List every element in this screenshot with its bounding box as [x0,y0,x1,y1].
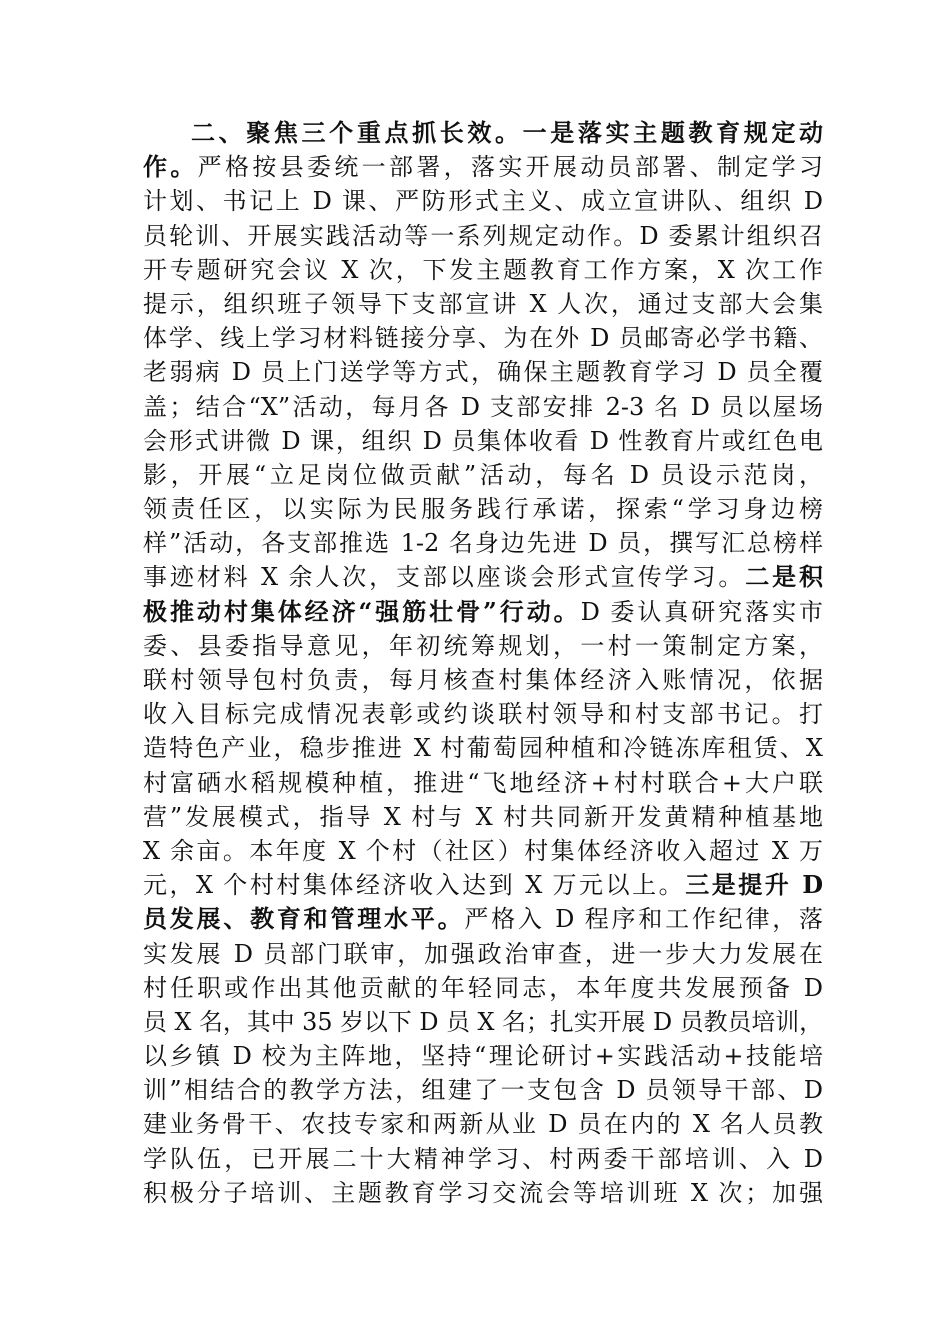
text-line [143,390,823,424]
text-line [143,1176,823,1210]
body-text: 建业务骨干、农技专家和两新从业 D 员在内的 X 名人员教 [143,1110,823,1139]
body-text: 实发展 D 员部门联审，加强政治审查，进一步大力发展在 [143,939,823,968]
body-text: 联村领导包村负责，每月核查村集体经济入账情况，依据 [143,666,823,694]
text-line [143,116,823,150]
text-line [143,184,823,218]
bold-heading-text: 员发展、教育和管理水平。 [143,904,465,934]
text-line [143,287,823,321]
body-text: 训”相结合的教学方法，组建了一支包含 D 员领导干部、D [143,1076,823,1105]
text-line [143,868,823,902]
body-text: 老弱病 D 员上门送学等方式，确保主题教育学习 D 员全覆 [143,358,823,387]
text-line [143,458,823,492]
bold-heading-text: 作。 [143,152,198,182]
body-text: 样”活动，各支部推选 1-2 名身边先进 D 员，撰写汇总榜样 [143,529,823,558]
text-line [143,1073,823,1107]
text-line [143,766,823,800]
text-line [143,492,823,526]
bold-heading-text: 极推动村集体经济“强筋壮骨”行动。 [143,596,581,626]
text-line [143,321,823,355]
body-text: 村任职或作出其他贡献的年轻同志，本年度共发展预备 D [143,973,823,1002]
body-text: 会形式讲微 D 课，组织 D 员集体收看 D 性教育片或红色电 [143,426,823,455]
body-text: 事迹材料 X 余人次，支部以座谈会形式宣传学习。 [143,563,746,592]
body-text: 体学、线上学习材料链接分享、为在外 D 员邮寄必学书籍、 [143,324,823,353]
body-text: 员轮训、开展实践活动等一系列规定动作。D 委累计组织召 [143,221,823,250]
body-text: 盖；结合“X”活动，每月各 D 支部安排 2-3 名 D 员以屋场 [143,392,823,421]
text-line [143,1005,823,1039]
text-line [143,526,823,560]
text-line [143,1107,823,1141]
text-line [143,355,823,389]
body-text: 以乡镇 D 校为主阵地，坚持“理论研讨+实践活动+技能培 [143,1042,823,1071]
text-line [143,731,823,765]
text-line [143,560,823,594]
body-paragraph [143,116,823,1210]
body-text: 委、县委指导意见，年初统筹规划，一村一策制定方案， [143,631,823,660]
body-text: 严格入 D 程序和工作纪律，落 [464,905,823,934]
text-line [143,150,823,184]
bold-heading-text: 三是提升 D [685,870,824,900]
body-text: 学队伍，已开展二十大精神学习、村两委干部培训、入 D [143,1144,823,1173]
text-line [143,834,823,868]
body-text: X 余亩。本年度 X 个村（社区）村集体经济收入超过 X 万 [143,836,823,865]
body-text: 影，开展“立足岗位做贡献”活动，每名 D 员设示范岗， [143,460,823,489]
body-text: 积极分子培训、主题教育学习交流会等培训班 X 次；加强 [143,1178,823,1207]
text-line [143,800,823,834]
text-line [143,424,823,458]
body-text: 领责任区，以实际为民服务践行承诺，探索“学习身边榜 [143,495,823,524]
body-text: D 委认真研究落实市 [580,597,824,626]
body-text: 开专题研究会议 X 次，下发主题教育工作方案，X 次工作 [143,255,823,284]
text-line [143,902,823,936]
text-line [143,1142,823,1176]
bold-heading-text: 二是积 [745,562,824,592]
text-line [143,663,823,697]
text-line [143,253,823,287]
text-line [143,1039,823,1073]
body-text: 营”发展模式，指导 X 村与 X 村共同新开发黄精种植基地 [143,802,823,831]
body-text: 员 X 名，其中 35 岁以下 D 员 X 名；扎实开展 D 员教员培训， [143,1007,823,1036]
text-line [143,629,823,663]
text-line [143,595,823,629]
body-text: 村富硒水稻规模种植，推进“飞地经济+村村联合+大户联 [143,768,823,797]
text-line [143,971,823,1005]
body-text: 严格按县委统一部署，落实开展动员部署、制定学习 [197,153,824,182]
body-text: 计划、书记上 D 课、严防形式主义、成立宣讲队、组织 D [143,187,823,216]
body-text: 元，X 个村村集体经济收入达到 X 万元以上。 [143,871,686,900]
text-line [143,219,823,253]
body-text: 造特色产业，稳步推进 X 村葡萄园种植和冷链冻库租赁、X [143,734,823,763]
text-line [143,697,823,731]
text-line [143,937,823,971]
body-text: 收入目标完成情况表彰或约谈联村领导和村支部书记。打 [143,700,823,729]
bold-heading-text: 二、聚焦三个重点抓长效。一是落实主题教育规定动 [191,118,823,147]
body-text: 提示，组织班子领导下支部宣讲 X 人次，通过支部大会集 [143,289,823,318]
